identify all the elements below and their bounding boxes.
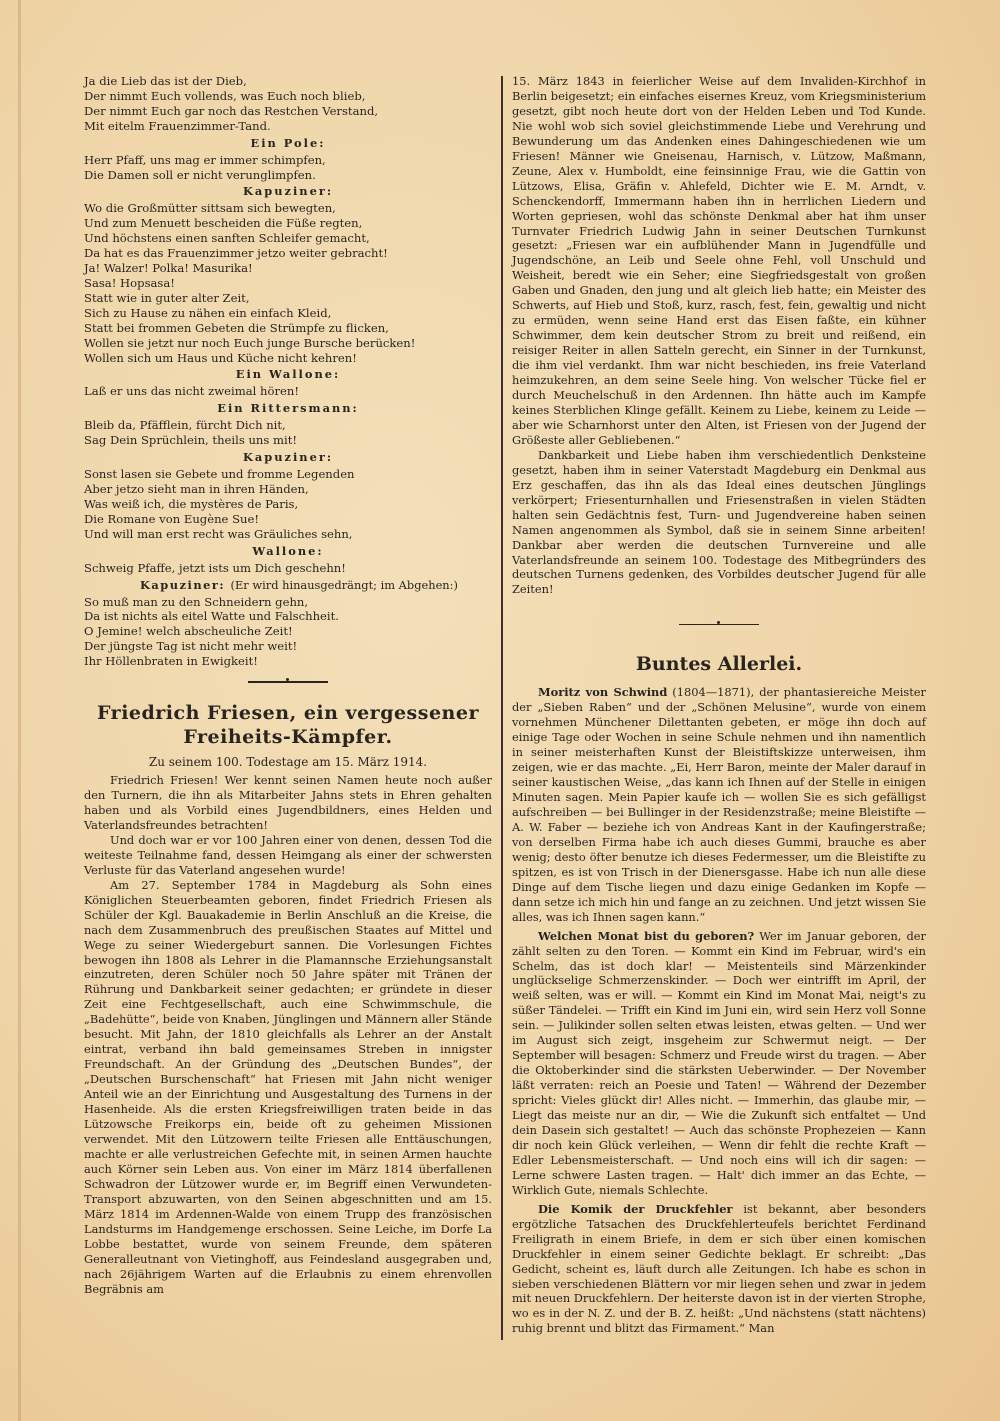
article-headline: Friedrich Friesen, ein vergessener Freiheits-Kämpfer.: [97, 702, 479, 749]
article-paragraph: Friedrich Friesen! Wer kennt seinen Namen heute noch außer den Turnern, die ihn als Mitarbeiter Jahns stets in Ehren gehalten haben und als Vorbild eines Jugendbildners, eines Helden und Vaterlandsfreundes betrachten!: [84, 773, 492, 832]
verse-block: [84, 384, 492, 399]
stage-direction: (Er wird hinausgedrängt; im Abgehen:): [230, 577, 458, 592]
speaker-label: Ein Wallone:: [235, 367, 341, 382]
verse-line: Ja die Lieb das ist der Dieb,: [84, 74, 247, 88]
article-subheadline: Zu seinem 100. Todestage am 15. März 1914.: [148, 755, 428, 770]
verse-line: Die Romane von Eugène Sue!: [84, 511, 260, 526]
section-title: Buntes Allerlei.: [635, 653, 803, 676]
verse-line: Der nimmt Euch gar noch das Restchen Verstand,: [84, 103, 379, 118]
verse-line: Sag Dein Sprüchlein, theils uns mit!: [84, 433, 298, 448]
verse-line: Der jüngste Tag ist nicht mehr weit!: [84, 639, 298, 654]
verse-block: [84, 561, 492, 576]
verse-block: [84, 467, 492, 542]
verse-line: Da ist nichts als eitel Watte und Falschheit.: [84, 609, 339, 624]
verse-line: Wollen sie jetzt nur noch Euch junge Bursche berücken!: [84, 335, 416, 350]
miscellany-item: [512, 685, 926, 924]
right-column: [512, 74, 926, 1336]
speaker-label: Kapuziner:: [242, 184, 334, 199]
item-lead: Moritz von Schwind: [538, 685, 668, 700]
verse-line: Bleib da, Pfäfflein, fürcht Dich nit,: [84, 418, 286, 433]
verse-line: Herr Pfaff, uns mag er immer schimpfen,: [84, 152, 326, 167]
verse-line: Da hat es das Frauenzimmer jetzo weiter gebracht!: [84, 246, 388, 261]
verse-line: O Jemine! welch abscheuliche Zeit!: [84, 624, 293, 639]
verse-line: Der nimmt Euch vollends, was Euch noch blieb,: [84, 88, 366, 103]
speaker-label: Kapuziner:: [140, 577, 226, 592]
miscellany-item: [512, 1202, 926, 1337]
verse-block: [84, 74, 492, 134]
item-text: ist bekannt, aber besonders ergötzliche Tatsachen des Druckfehlerteufels berichtet Ferdinand Freiligrath in einem Briefe, in dem er sich über einen komischen Druckfehler in einem seiner Gedichte beklagt. Er schreibt: „Das Gedicht, scheint es, läuft durch alle Zeitungen. Ich habe es schon in sieben verschiedenen Blättern vor mir liegen sehen und zwar in jedem mit neuen Druckfehlern. Der heiterste davon ist in der vierten Strophe, wo es in der N. Z. und der B. Z. heißt: „Und nächstens (statt nächtens) ruhig brennt und blitzt das Firmament.“ Man: [512, 1201, 927, 1336]
item-text: Wer im Januar geboren, der zählt selten zu den Toren. — Kommt ein Kind im Februar, wird's ein Schelm, das ist doch klar! — Meistenteils sind Märzenkinder unglückselige Schmerzenskinder. — Doch wer eintrifft im April, der weiß selten, was er will. — Kommt ein Kind im Monat Mai, neigt's zu süßer Tändelei. — Trifft ein Kind im Juni ein, wird sein Herz voll Sonne sein. — Julikinder sollen selten etwas leisten, etwas gelten. — Und wer im August sich zeigt, insgeheim zur Schwermut neigt. — Der September will besagen: Schmerz und Freude wirst du tragen. — Aber die Oktoberkinder sind die stärksten Ueberwinder. — Der November läßt verraten: reich an Poesie und Taten! — Während der Dezember spricht: Vieles glückt dir! Alles nicht. — Immerhin, das glaube mir, — Liegt das meiste nur an dir, — Wie die Zukunft sich entfaltet — Und dein Dasein sich gestaltet! — Auch das schönste Prophezeien — Kann dir noch kein Glück verleihen, — Wenn dir fehlt die rechte Kraft — Edler Lebensmeisterschaft. — Und noch eins will ich dir sagen: — Lerne schwere Lasten tragen. — Halt' dich immer an das Echte, — Wirklich Gute, niemals Schlechte.: [512, 928, 926, 1197]
article-paragraph: Und doch war er vor 100 Jahren einer von denen, dessen Tod die weiteste Teilnahme fand, dessen Heimgang als einer der schwersten Verluste für das Vaterland angesehen wurde!: [84, 832, 492, 877]
verse-line: So muß man zu den Schneidern gehn,: [84, 594, 309, 609]
verse-block: [84, 418, 492, 448]
left-column: [84, 74, 492, 1296]
speaker-label: Ein Rittersmann:: [217, 401, 359, 416]
article-paragraph-continued: 15. März 1843 in feierlicher Weise auf dem Invaliden-Kirchhof in Berlin beigesetzt; ein einfaches eisernes Kreuz, vom Kriegsministerium gesetzt, gibt noch heute dort von der Helden Leben und Tod Kunde. Nie wohl wob sich soviel gleichstimmende Liebe und Verehrung und Bewunderung um das Andenken eines Dahingeschiedenen wie um Friesen! Männer wie Gneisenau, Harnisch, v. Lützow, Maßmann, Zeune, Alex v. Humboldt, eine feinsinnige Frau, wie die Gattin von Lützows, Elisa, Gräfin v. Ahlefeld, Dichter wie E. M. Arndt, v. Schenckendorff, Immermann haben ihn in herrlichen Liedern und Worten gepriesen, wohl das schönste Denkmal aber hat ihm unser Turnvater Friedrich Ludwig Jahn in seiner Deutschen Turnkunst gesetzt: „Friesen war ein aufblühender Mann in Jugendfülle und Jugendschöne, an Leib und Seele ohne Fehl, voll Unschuld und Weisheit, beredt wie ein Seher; eine Siegfriedsgestalt von großen Gaben und Gnaden, den jung und alt gleich lieb hatte; ein Meister des Schwerts, auf Hieb und Stoß, kurz, rasch, fest, fein, gewaltig und nicht zu ermüden, wenn seine Hand erst das Eisen faßte, ein kühner Schwimmer, dem kein deutscher Strom zu breit und reißend, ein reisiger Reiter in allen Satteln gerecht, ein Sinner in der Turnkunst, die ihm viel verdankt. Ihm war nicht beschieden, ins freie Vaterland heimzukehren, an dem seine Seele hing. Von welscher Tücke fiel er durch Meuchelschuß in den Ardennen. Ihn hätte auch im Kampfe keines Sterblichen Klinge gefällt. Keinem zu Liebe, keinem zu Leide — aber wie Scharnhorst unter den Alten, ist Friesen von der Jugend der Größeste aller Gebliebenen.“: [512, 74, 926, 447]
speaker-label-with-stage-direction: [84, 576, 492, 595]
speaker-label: Wallone:: [252, 543, 324, 558]
column-rule: [501, 76, 503, 1340]
verse-line: Mit eitelm Frauenzimmer-Tand.: [84, 118, 271, 133]
miscellany-item: [512, 929, 926, 1198]
item-lead: Welchen Monat bist du geboren?: [538, 928, 755, 943]
verse-block: [84, 201, 492, 365]
verse-line: Die Damen soll er nicht verunglimpfen.: [84, 167, 316, 182]
verse-line: Sasa! Hopsasa!: [84, 275, 175, 290]
verse-line: Statt wie in guter alter Zeit,: [84, 290, 250, 305]
item-text: (1804—1871), der phantasiereiche Meister der „Sieben Raben“ und der „Schönen Melusine“, wurde von einem vornehmen Münchener Dilettanten gebeten, er möge ihn doch auf einige Tage oder Wochen in seine Schule nehmen und ihn namentlich in seiner meisterhaften Kunst der Bleistiftskizze unterweisen, ihm zeigen, wie er das machte. „Ei, Herr Baron, meinte der Maler darauf in seiner kaustischen Weise, „das kann ich Ihnen auf der Stelle in einigen Minuten sagen. Mein Papier kaufe ich — wollen Sie es sich gefälligst aufschreiben — bei Bullinger in der Residenzstraße; meine Bleistifte — A. W. Faber — beziehe ich von Andreas Kant in der Kaufingerstraße; von derselben Firma habe ich auch dieses Gummi, brauche es aber wenig; desto öfter benutze ich dieses Federmesser, um die Bleistifte zu spitzen, es ist von Trisch in der Dienersgasse. Habe ich nun alle diese Dinge auf dem Tische liegen und dazu einige Gedanken im Kopfe — dann setze ich mich hin und fange an zu zeichnen. Und jetzt wissen Sie alles, was ich Ihnen sagen kann.“: [512, 685, 926, 924]
verse-line: Laß er uns das nicht zweimal hören!: [84, 384, 300, 399]
article-paragraph: Am 27. September 1784 in Magdeburg als Sohn eines Königlichen Steuerbeamten geboren, findet Friedrich Friesen als Schüler der Kgl. Bauakademie in Berlin Anschluß an die Kreise, die nach dem Zusammenbruch des preußischen Staates auf Mittel und Wege zu seiner Wiedergeburt sannen. Die Vorlesungen Fichtes bewogen ihn 1808 als Lehrer in die Plamannsche Erziehungsanstalt einzutreten, deren Schüler noch 50 Jahre später mit Tränen der Rührung und Dankbarkeit seiner gedachten; er gründete in dieser Zeit eine Fechtgesellschaft, auch eine Schwimmschule, die „Badehütte“, beide von Knaben, Jünglingen und Männern aller Stände besucht. Mit Jahn, der 1810 gleichfalls als Lehrer an der Anstalt eintrat, verband ihn bald gemeinsames Streben in innigster Freundschaft. An der Gründung des „Deutschen Bundes“, der „Deutschen Burschenschaft“ hat Friesen mit Jahn nicht weniger Anteil wie an der Einrichtung und Ausgestaltung des Turnens in der Hasenheide. Als die ersten Kriegsfreiwilligen traten beide in das Lützowsche Freikorps ein, beide oft zu geheimen Missionen verwendet. Mit den Lützowern teilte Friesen alle Enttäuschungen, machte er alle verlustreichen Gefechte mit, in seinen Armen hauchte auch Körner sein Leben aus. Von einer im März 1814 überfallenen Schwadron der Lützower wurde er, im Begriff einen Verwundeten-Transport abzuwarten, von den Seinen abgeschnitten und am 15. März 1814 im Ardennen-Walde von einem Trupp des französischen Landsturms im Handgemenge erschossen. Seine Leiche, im Dorfe La Lobbe bestattet, wurde von seinem Freunde, dem späteren Generalleutnant von Vietinghoff, aus Feindesland ausgegraben und, nach 26jährigem Warten auf die Erlaubnis zu einem ehrenvollen Begräbnis am: [84, 877, 492, 1296]
verse-line: Sonst lasen sie Gebete und fromme Legenden: [84, 467, 355, 482]
speaker-label: Ein Pole:: [250, 135, 326, 150]
article-paragraph: Dankbarkeit und Liebe haben ihm verschiedentlich Denksteine gesetzt, haben ihm in seiner Vaterstadt Magdeburg ein Denkmal aus Erz geschaffen, das ihn als das Ideal eines deutschen Jünglings verkörpert; Friesenturnhallen und Friesenstraßen in vielen Städten halten sein Gedächtnis fest, Turn- und Jugendvereine haben seinen Namen angenommen als Symbol, daß sie in seinem Sinne arbeiten! Dankbar aber werden die deutschen Turnvereine und alle Vaterlandsfreunde an seinem 100. Todestage des Mitbegründers des deutschen Turnens gedenken, des Vorbildes deutscher Jugend für alle Zeiten!: [512, 447, 926, 597]
verse-line: Ja! Walzer! Polka! Masurika!: [84, 261, 253, 276]
verse-line: Ihr Höllenbraten in Ewigkeit!: [84, 654, 258, 669]
verse-line: Und will man erst recht was Gräuliches sehn,: [84, 526, 353, 541]
speaker-label: Kapuziner:: [242, 450, 334, 465]
verse-block: [84, 595, 492, 670]
verse-line: Aber jetzo sieht man in ihren Händen,: [84, 482, 309, 497]
verse-line: Statt bei frommen Gebeten die Strümpfe zu flicken,: [84, 320, 389, 335]
item-lead: Die Komik der Druckfehler: [538, 1201, 733, 1216]
verse-block: [84, 153, 492, 183]
page-fold-shadow: [18, 0, 21, 1421]
verse-line: Und zum Menuett bescheiden die Füße regten,: [84, 216, 363, 231]
verse-line: Sich zu Hause zu nähen ein einfach Kleid,: [84, 305, 332, 320]
verse-line: Wo die Großmütter sittsam sich bewegten,: [84, 201, 336, 216]
verse-line: Was weiß ich, die mystères de Paris,: [84, 496, 299, 511]
section-divider: [84, 669, 492, 695]
verse-line: Schweig Pfaffe, jetzt ists um Dich geschehn!: [84, 560, 346, 575]
verse-line: Und höchstens einen sanften Schleifer gemacht,: [84, 231, 370, 246]
section-divider: [512, 611, 926, 637]
verse-line: Wollen sich um Haus und Küche nicht kehren!: [84, 350, 357, 365]
